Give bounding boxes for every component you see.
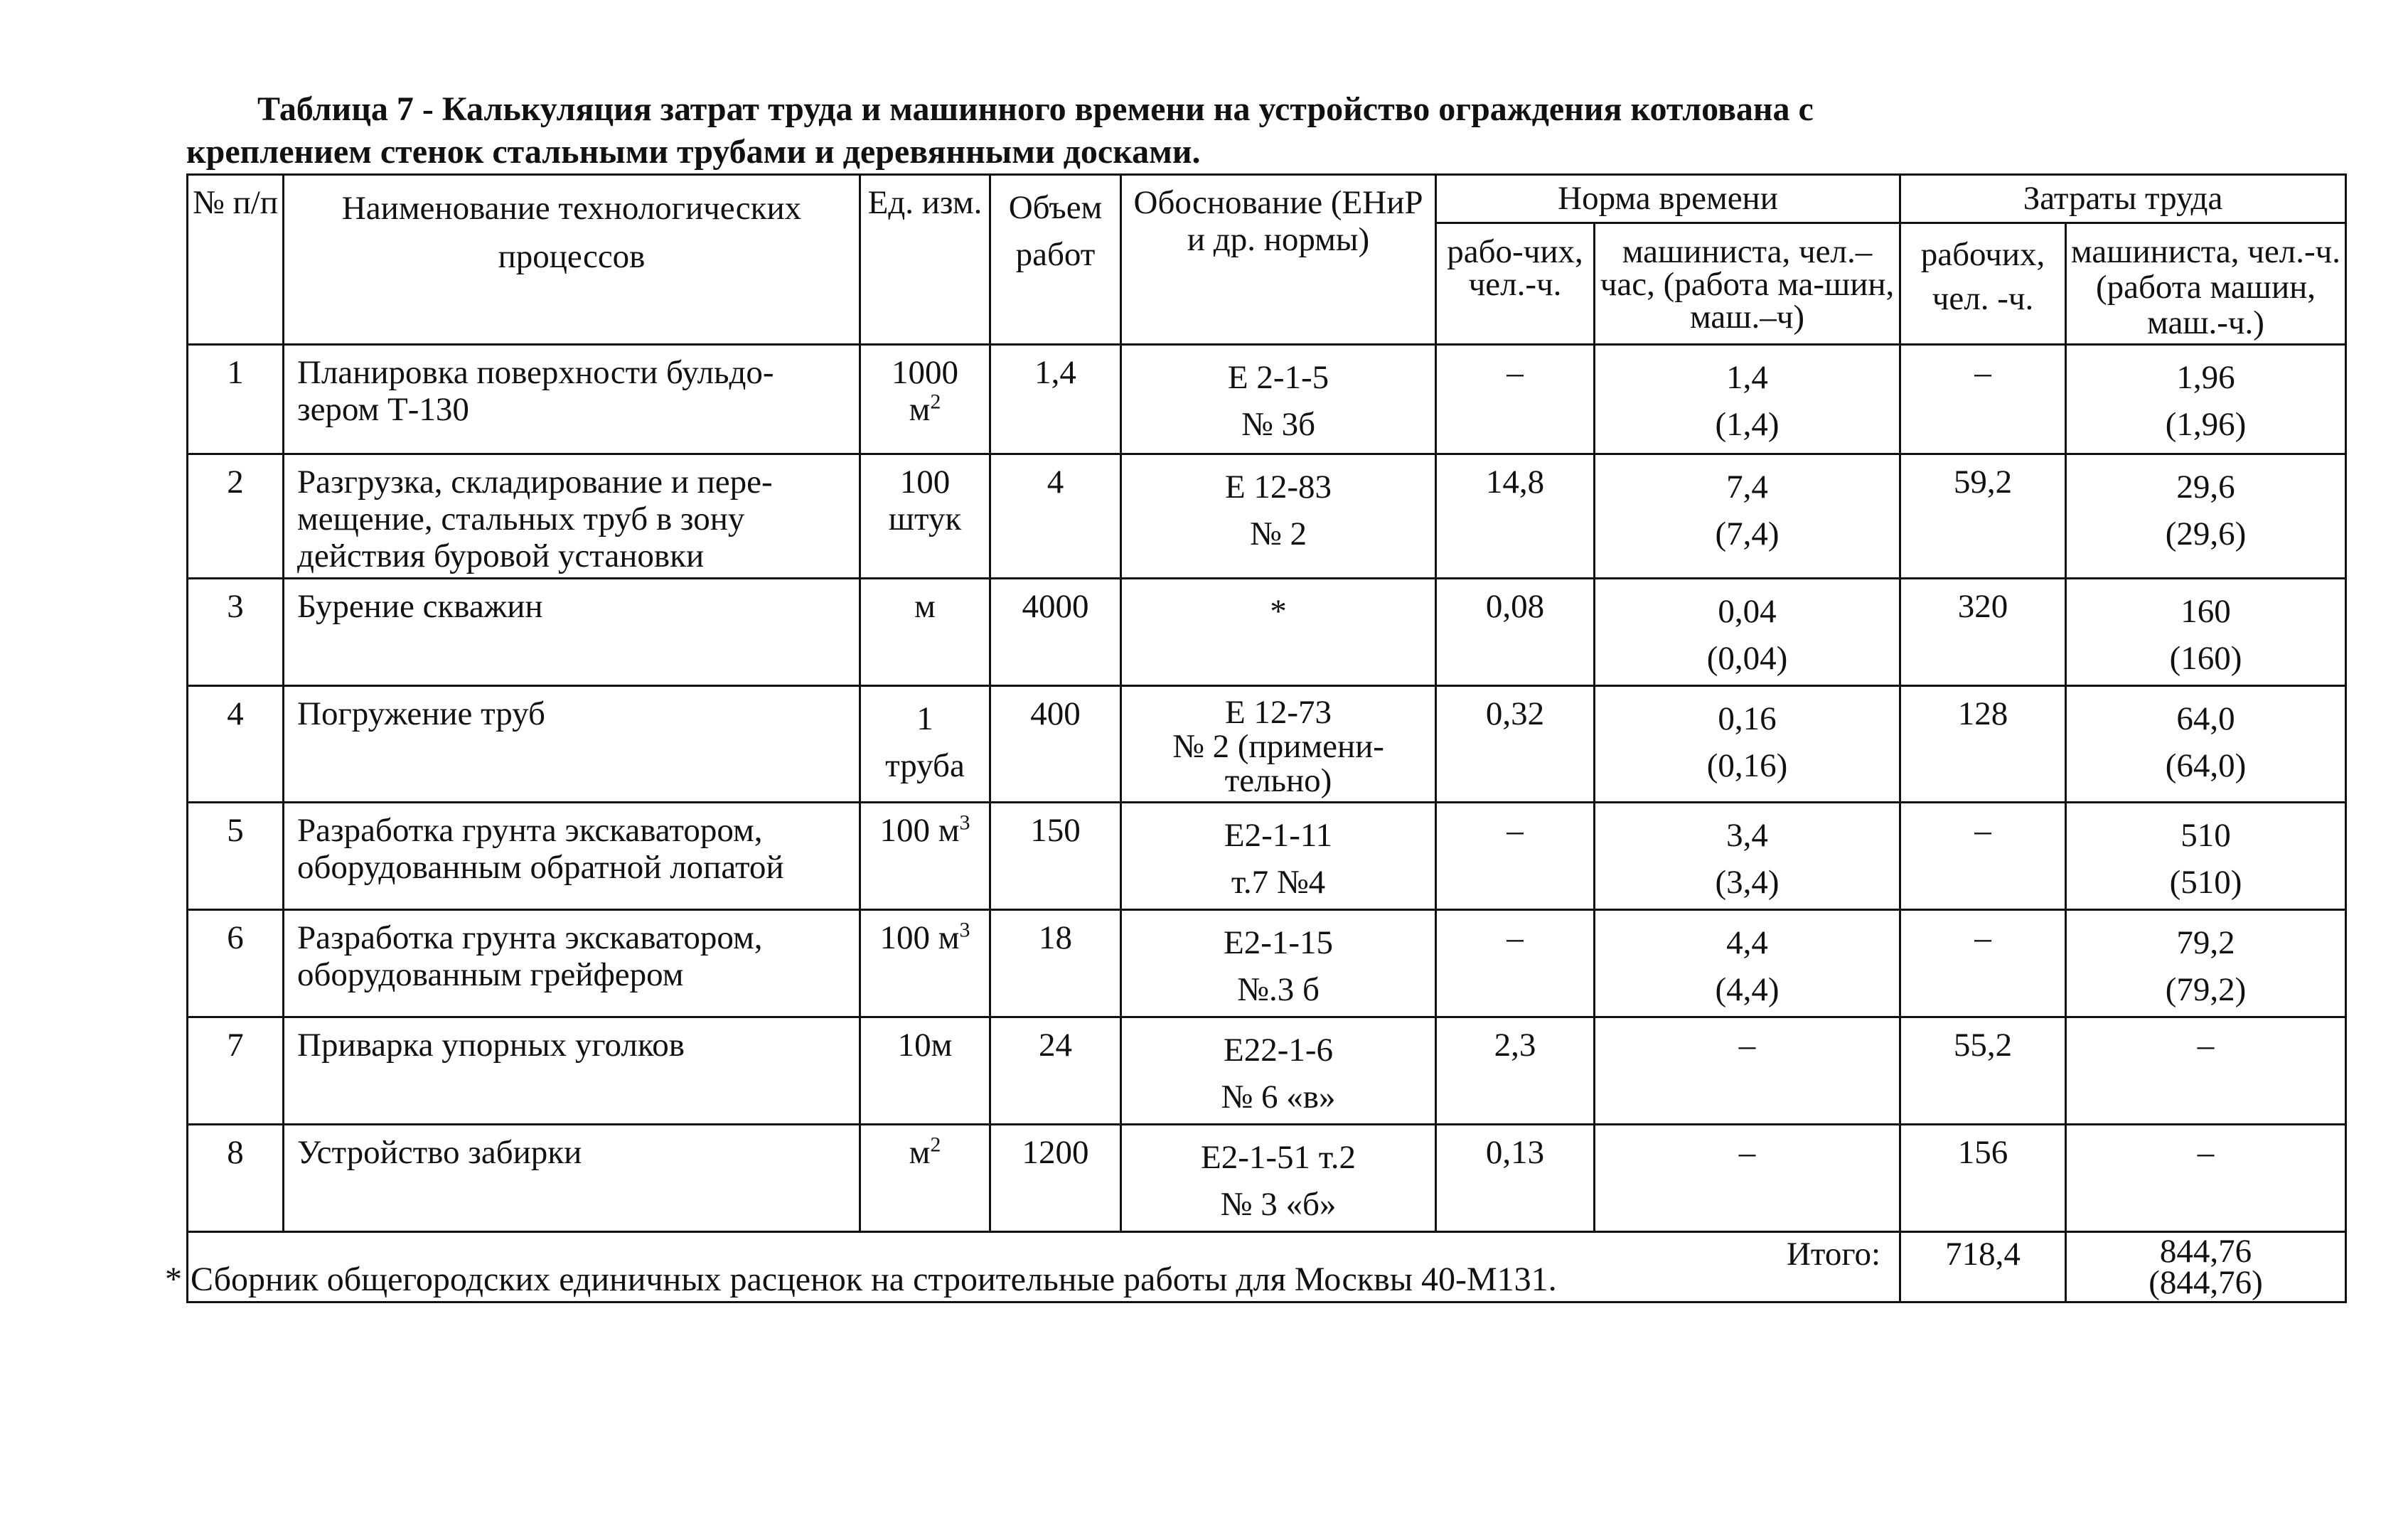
- unit-main: м: [914, 588, 936, 625]
- just-line1: Е 2-1-5: [1227, 359, 1329, 396]
- norm-mach-value: 7,4: [1726, 469, 1768, 505]
- cell-cost-machinists: [2066, 345, 2346, 454]
- cell-norm-workers: 0,32: [1436, 686, 1595, 803]
- cost-mach-value: 160: [2180, 593, 2231, 630]
- cell-justification: [1121, 1125, 1436, 1232]
- total-mach-paren: (844,76): [2149, 1264, 2263, 1301]
- unit-main: 1: [916, 700, 933, 737]
- table-row: [188, 803, 2346, 910]
- cell-norm-workers: 2,3: [1436, 1017, 1595, 1125]
- cell-justification: [1121, 803, 1436, 910]
- unit-main: 100 м: [879, 919, 960, 956]
- cell-name: Устройство забирки: [284, 1125, 860, 1232]
- cell-volume: 1,4: [990, 345, 1121, 454]
- unit-base: труба: [885, 747, 965, 784]
- cell-cost-workers: –: [1900, 345, 2066, 454]
- cost-mach-value: 64,0: [2176, 700, 2235, 737]
- cell-volume: 150: [990, 803, 1121, 910]
- table-row: [188, 579, 2346, 686]
- header-norm-machinists: машиниста, чел.–час, (работа ма-шин, маш.–ч): [1595, 223, 1900, 345]
- cell-num: 3: [188, 579, 284, 686]
- unit-sup: 3: [959, 811, 970, 835]
- unit-main: м: [909, 1134, 931, 1171]
- just-line1: *: [1270, 593, 1287, 630]
- unit-base: штук: [888, 501, 962, 537]
- table-row: [188, 910, 2346, 1017]
- cell-num: 1: [188, 345, 284, 454]
- cell-cost-workers: 156: [1900, 1125, 2066, 1232]
- unit-main: 100: [899, 464, 951, 501]
- table-row: [188, 686, 2346, 803]
- cell-unit: [860, 1017, 990, 1125]
- cost-mach-value: 510: [2180, 817, 2231, 854]
- cell-num: 4: [188, 686, 284, 803]
- cost-mach-paren: (160): [2169, 640, 2242, 677]
- cell-cost-machinists: [2066, 686, 2346, 803]
- header-row-1: [188, 175, 2346, 223]
- just-line2: № 2 (примени-тельно): [1172, 728, 1384, 799]
- header-norm-workers: рабо-чих, чел.-ч.: [1436, 223, 1595, 345]
- cell-norm-workers: –: [1436, 803, 1595, 910]
- cell-num: 2: [188, 454, 284, 579]
- cell-name: Приварка упорных уголков: [284, 1017, 860, 1125]
- cell-unit: [860, 686, 990, 803]
- table-row: [188, 1017, 2346, 1125]
- just-line1: Е2-1-11: [1224, 817, 1333, 854]
- norm-mach-paren: (1,4): [1715, 406, 1780, 443]
- cell-name: Бурение скважин: [284, 579, 860, 686]
- just-line1: Е2-1-15: [1223, 924, 1333, 961]
- cell-cost-workers: –: [1900, 803, 2066, 910]
- just-line1: Е2-1-51 т.2: [1200, 1139, 1356, 1176]
- table-row: [188, 454, 2346, 579]
- total-machinists: [2066, 1232, 2346, 1302]
- total-mach-value: 844,76: [2159, 1233, 2252, 1270]
- norm-mach-paren: (4,4): [1715, 971, 1780, 1008]
- norm-mach-paren: (0,04): [1706, 640, 1788, 677]
- cell-cost-workers: 320: [1900, 579, 2066, 686]
- just-line2: № 6 «в»: [1221, 1079, 1336, 1116]
- cell-norm-machinists: –: [1595, 1017, 1900, 1125]
- norm-mach-paren: (7,4): [1715, 515, 1780, 552]
- norm-mach-paren: (3,4): [1715, 864, 1780, 901]
- cell-cost-workers: 59,2: [1900, 454, 2066, 579]
- unit-base: м: [909, 391, 931, 428]
- cell-volume: 18: [990, 910, 1121, 1017]
- cell-norm-machinists: [1595, 803, 1900, 910]
- cell-name: Разработка грунта экскаватором, оборудованным обратной лопатой: [284, 803, 860, 910]
- header-num: № п/п: [188, 175, 284, 345]
- cell-justification: [1121, 1017, 1436, 1125]
- cell-cost-machinists: [2066, 803, 2346, 910]
- cell-cost-machinists: [2066, 454, 2346, 579]
- just-line2: № 2: [1249, 515, 1307, 552]
- total-label: Итого:: [188, 1232, 1900, 1302]
- just-line1: Е22-1-6: [1223, 1032, 1333, 1069]
- cell-name: Погружение труб: [284, 686, 860, 803]
- cell-name: Планировка поверхности бульдо-зером Т-130: [284, 345, 860, 454]
- norm-mach-value: 4,4: [1726, 924, 1768, 961]
- cell-norm-machinists: [1595, 686, 1900, 803]
- header-cost-group: Затраты труда: [1900, 175, 2346, 223]
- table-row: [188, 1125, 2346, 1232]
- just-line1: Е 12-83: [1224, 469, 1332, 505]
- cell-name: Разгрузка, складирование и пере-мещение, стальных труб в зону действия буровой установки: [284, 454, 860, 579]
- table-title: [186, 88, 2255, 173]
- cell-norm-workers: 0,13: [1436, 1125, 1595, 1232]
- cell-unit: [860, 345, 990, 454]
- cost-mach-value: 79,2: [2176, 924, 2235, 961]
- cell-volume: 1200: [990, 1125, 1121, 1232]
- header-name: Наименование технологических процессов: [284, 175, 860, 345]
- cell-unit: [860, 579, 990, 686]
- cell-cost-workers: 128: [1900, 686, 2066, 803]
- cell-norm-workers: –: [1436, 910, 1595, 1017]
- cost-mach-paren: (1,96): [2165, 406, 2247, 443]
- cell-unit: [860, 803, 990, 910]
- labor-cost-table: [186, 173, 2347, 1303]
- cell-justification: [1121, 910, 1436, 1017]
- unit-main: 100 м: [879, 812, 960, 849]
- cost-mach-value: 1,96: [2176, 359, 2235, 396]
- cell-norm-machinists: [1595, 454, 1900, 579]
- header-cost-machinists: машиниста, чел.-ч. (работа машин, маш.-ч.): [2066, 223, 2346, 345]
- cell-justification: [1121, 686, 1436, 803]
- cell-num: 8: [188, 1125, 284, 1232]
- cell-norm-workers: 14,8: [1436, 454, 1595, 579]
- norm-mach-value: 0,16: [1718, 700, 1777, 737]
- cell-cost-machinists: [2066, 910, 2346, 1017]
- cost-mach-paren: (510): [2169, 864, 2242, 901]
- unit-main: 10м: [897, 1027, 953, 1064]
- cell-volume: 24: [990, 1017, 1121, 1125]
- cell-norm-workers: 0,08: [1436, 579, 1595, 686]
- cell-unit: [860, 910, 990, 1017]
- cell-num: 5: [188, 803, 284, 910]
- cell-volume: 400: [990, 686, 1121, 803]
- cell-justification: [1121, 454, 1436, 579]
- header-cost-workers: рабочих, чел. -ч.: [1900, 223, 2066, 345]
- header-unit: Ед. изм.: [860, 175, 990, 345]
- table-row: [188, 345, 2346, 454]
- cell-cost-workers: –: [1900, 910, 2066, 1017]
- footnote: * Сборник общегородских единичных расценок на строительные работы для Москвы 40-М131.: [165, 1261, 1557, 1298]
- cell-num: 6: [188, 910, 284, 1017]
- cost-mach-paren: (64,0): [2165, 747, 2247, 784]
- cell-justification: [1121, 579, 1436, 686]
- cell-cost-machinists: –: [2066, 1125, 2346, 1232]
- norm-mach-value: 1,4: [1726, 359, 1768, 396]
- just-line2: т.7 №4: [1231, 864, 1326, 901]
- header-justification: Обоснование (ЕНиР и др. нормы): [1121, 175, 1436, 345]
- cost-mach-value: 29,6: [2176, 469, 2235, 505]
- cell-norm-machinists: [1595, 345, 1900, 454]
- cell-norm-machinists: [1595, 910, 1900, 1017]
- unit-sup: 2: [930, 390, 941, 414]
- unit-sup: 2: [930, 1133, 941, 1157]
- cell-name: Разработка грунта экскаватором, оборудованным грейфером: [284, 910, 860, 1017]
- unit-main: 1000: [892, 354, 958, 391]
- cost-mach-paren: (29,6): [2165, 515, 2247, 552]
- cell-norm-machinists: –: [1595, 1125, 1900, 1232]
- just-line2: №.3 б: [1237, 971, 1320, 1008]
- cell-norm-workers: –: [1436, 345, 1595, 454]
- cost-mach-paren: (79,2): [2165, 971, 2247, 1008]
- just-line2: № 3б: [1241, 406, 1315, 443]
- cell-volume: 4: [990, 454, 1121, 579]
- header-norm-group: Норма времени: [1436, 175, 1900, 223]
- unit-sup: 3: [959, 918, 970, 942]
- norm-mach-paren: (0,16): [1706, 747, 1788, 784]
- cell-cost-machinists: [2066, 579, 2346, 686]
- cell-norm-machinists: [1595, 579, 1900, 686]
- cell-cost-workers: 55,2: [1900, 1017, 2066, 1125]
- just-line2: № 3 «б»: [1220, 1186, 1337, 1223]
- cell-num: 7: [188, 1017, 284, 1125]
- header-volume: Объем работ: [990, 175, 1121, 345]
- norm-mach-value: 0,04: [1718, 593, 1777, 630]
- just-line1: Е 12-73: [1224, 694, 1332, 731]
- cell-cost-machinists: –: [2066, 1017, 2346, 1125]
- title-line-2: креплением стенок стальными трубами и деревянными досками.: [186, 133, 1201, 171]
- norm-mach-value: 3,4: [1726, 817, 1768, 854]
- cell-volume: 4000: [990, 579, 1121, 686]
- cell-justification: [1121, 345, 1436, 454]
- title-line-1: Таблица 7 - Калькуляция затрат труда и машинного времени на устройство ограждения котлована с: [257, 90, 1814, 128]
- cell-unit: [860, 1125, 990, 1232]
- total-workers: 718,4: [1900, 1232, 2066, 1302]
- cell-unit: [860, 454, 990, 579]
